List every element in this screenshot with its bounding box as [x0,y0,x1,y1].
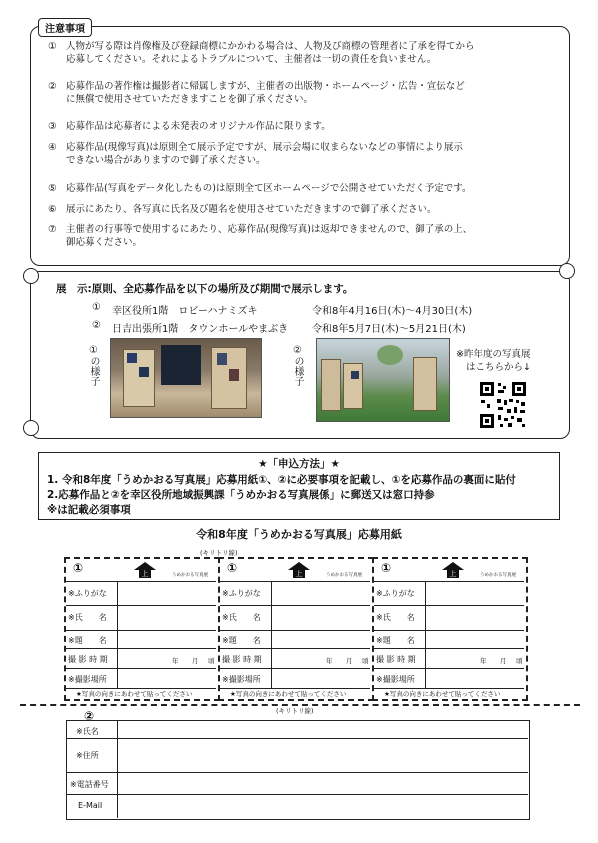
card-caption: うめかおる写真展 [326,573,362,578]
card-note: ★写真の向きにあわせて貼ってください [230,690,347,698]
form2-label: ※住所 [76,751,99,760]
venue-period: 令和8年4月16日(木)～4月30日(木) [312,306,473,317]
note-item: ② 応募作品の著作権は撮影者に帰属しますが、主催者の出版物・ホームページ・広告・宣伝など に無償で使用させていただきますことを御了承ください。 [48,81,465,105]
form2-label: ※氏名 [76,727,99,736]
up-arrow-icon [442,562,464,578]
row-label: ※ふりがな [222,589,261,598]
row-label: 撮 影 時 期 [376,655,416,664]
scroll-curl-decoration [23,420,39,436]
row-label: ※撮影場所 [222,675,261,684]
card-note: ★写真の向きにあわせて貼ってください [384,690,501,698]
around-label: 頃 [208,657,215,665]
venue-num: ① [92,302,101,313]
cut-line-label: (キリトリ線) [200,549,238,557]
row-label: ※氏 名 [222,613,261,622]
apply-line: ※は記載必須事項 [47,504,131,516]
card-number: ① [227,561,238,575]
up-arrow-icon [134,562,156,578]
card-number: ① [381,561,392,575]
up-label: 上 [141,570,149,578]
year-label: 年 [326,657,333,665]
note-item: ① 人物が写る際は肖像権及び登録商標にかかわる場合は、人物及び商標の管理者に了承を得てから 応募してください。それによるトラブルについて、主催者は一切の責任を負いません。 [48,41,475,65]
up-label: 上 [449,570,457,578]
year-label: 年 [172,657,179,665]
row-label: 撮 影 時 期 [222,655,262,664]
around-label: 頃 [516,657,523,665]
apply-method-box [38,452,560,520]
venue-num: ② [92,320,101,331]
photo2-label: ②の様子 [292,345,303,386]
card-note: ★写真の向きにあわせて貼ってください [76,690,193,698]
name-field[interactable] [118,721,527,737]
year-label: 年 [480,657,487,665]
apply-line: 1. 令和8年度「うめかおる写真展」応募用紙①、②に必要事項を記載し、①を応募作品の裏面に貼付 [47,474,516,486]
row-label: ※ふりがな [376,589,415,598]
up-label: 上 [295,570,303,578]
form2-label: E-Mail [78,801,103,810]
qr-code[interactable] [478,380,528,430]
form2-label: ※電話番号 [70,780,109,789]
month-label: 月 [346,657,353,665]
row-label: ※題 名 [222,636,261,645]
row-label: ※撮影場所 [68,675,107,684]
note-item: ④ 応募作品(現像写真)は原則全て展示予定ですが、展示会場に収まらないなどの事情により展示 できない場合がありますので御了承ください。 [48,142,463,166]
photo-area-3[interactable] [426,582,523,688]
venue-place: 幸区役所1階 ロビーハナミズキ [112,306,258,317]
phone-field[interactable] [118,773,527,793]
exhibit-heading: 展 示:原則、全応募作品を以下の場所及び期間で展示します。 [56,283,354,295]
photo1-label: ①の様子 [88,345,99,386]
venue2-photo [316,338,450,422]
email-field[interactable] [118,795,527,817]
scroll-curl-decoration [559,263,575,279]
form2-number: ② [84,709,95,723]
month-label: 月 [500,657,507,665]
row-label: ※氏 名 [376,613,415,622]
card-caption: うめかおる写真展 [172,573,208,578]
cut-line-label: (キリトリ線) [276,707,314,715]
card-caption: うめかおる写真展 [480,573,516,578]
last-year-text: はこちらから↓ [466,362,531,373]
photo-area-1[interactable] [118,582,215,688]
row-label: ※氏 名 [68,613,107,622]
card-number: ① [73,561,84,575]
up-arrow-icon [288,562,310,578]
note-item: ⑦ 主催者の行事等で使用するにあたり、応募作品(現像写真)は返却できませんので、御了承の上、 御応募ください。 [48,224,473,248]
row-label: ※撮影場所 [376,675,415,684]
apply-line: 2.応募作品と②を幸区役所地域振興課「うめかおる写真展係」に郵送又は窓口持参 [47,489,435,501]
row-label: 撮 影 時 期 [68,655,108,664]
month-label: 月 [192,657,199,665]
photo-area-2[interactable] [272,582,369,688]
address-field[interactable] [118,739,527,771]
venue1-photo [110,338,262,418]
note-item: ⑥ 展示にあたり、各写真に氏名及び題名を使用させていただきますので御了承ください。 [48,204,437,215]
row-label: ※題 名 [68,636,107,645]
note-item: ③ 応募作品は応募者による未発表のオリジナル作品に限ります。 [48,121,331,132]
note-item: ⑤ 応募作品(写真をデータ化したもの)は原則全て区ホームページで公開させていただく予定です。 [48,183,472,194]
row-label: ※ふりがな [68,589,107,598]
apply-title: ★「申込方法」★ [258,458,340,470]
venue-period: 令和8年5月7日(木)～5月21日(木) [312,324,466,335]
notes-tag: 注意事項 [38,18,92,37]
form-title: 令和8年度「うめかおる写真展」応募用紙 [196,528,402,541]
scroll-curl-decoration [23,268,39,284]
row-label: ※題 名 [376,636,415,645]
around-label: 頃 [362,657,369,665]
venue-place: 日吉出張所1階 タウンホールやまぶき [112,324,289,335]
last-year-text: ※昨年度の写真展 [456,349,531,360]
